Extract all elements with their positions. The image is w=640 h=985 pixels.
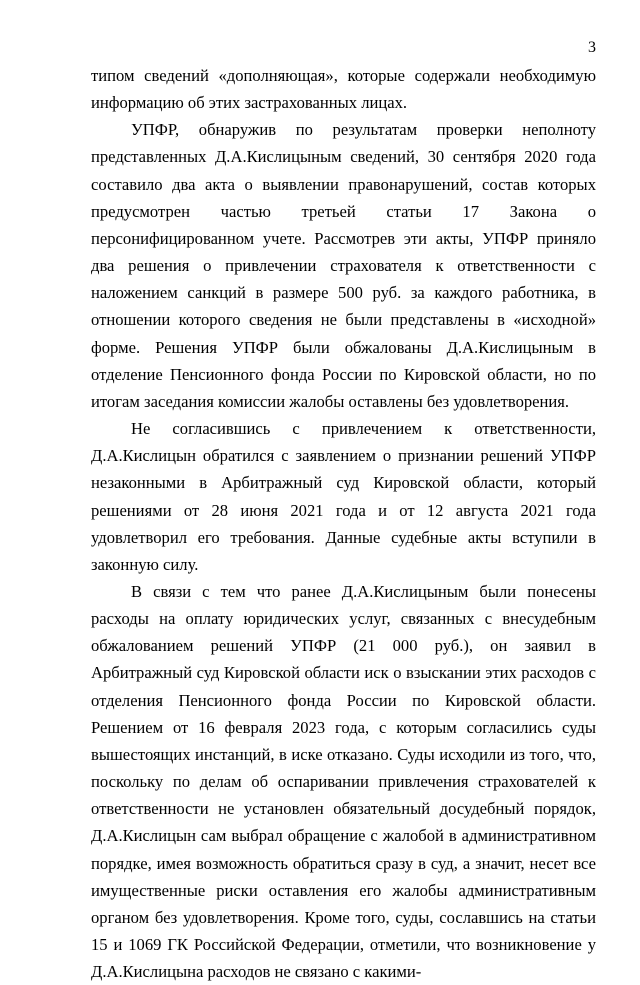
document-body — [91, 62, 596, 985]
paragraph-expenses-claim: В связи с тем что ранее Д.А.Кислицыным были понесены расходы на оплату юридических услуг, связанных с внесудебным обжалованием решений УПФР (21 000 руб.), он заявил в Арбитражный суд Кировской области иск о взыскании этих расходов с отделения Пенсионного фонда России по Кировской области. Решением от 16 февраля 2023 года, с которым согласились суды вышестоящих инстанций, в иске отказано. Суды исходили из того, что, поскольку по делам об оспаривании привлечения страхователей к ответственности не установлен обязательный досудебный порядок, Д.А.Кислицын сам выбрал обращение с жалобой в административном порядке, имея возможность обратиться сразу в суд, а значит, несет все имущественные риски оставления его жалобы административным органом без удовлетворения. Кроме того, суды, сославшись на статьи 15 и 1069 ГК Российской Федерации, отметили, что возникновение у Д.А.Кислицына расходов не связано с какими- — [91, 581, 596, 982]
paragraph-upfr-inspection: УПФР, обнаружив по результатам проверки неполноту представленных Д.А.Кислицыным сведений, 30 сентября 2020 года составило два акта о выявлении правонарушений, состав которых предусмотрен частью третьей статьи 17 Закона о персонифицированном учете. Рассмотрев эти акты, УПФР приняло два решения о привлечении страхователя к ответственности с наложением санкций в размере 500 руб. за каждого работника, в отношении которого сведения не были представлены в «исходной» форме. Решения УПФР были обжалованы Д.А.Кислицыным в отделение Пенсионного фонда России по Кировской области, но по итогам заседания комиссии жалобы оставлены без удовлетворения. — [91, 120, 596, 411]
page-number: 3 — [588, 39, 596, 56]
paragraph-court-appeal: Не согласившись с привлечением к ответственности, Д.А.Кислицын обратился с заявлением о признании решений УПФР незаконными в Арбитражный суд Кировской области, который решениями от 28 июня 2021 года и от 12 августа 2021 года удовлетворил его требования. Данные судебные акты вступили в законную силу. — [91, 419, 596, 574]
paragraph-continuation: типом сведений «дополняющая», которые содержали необходимую информацию об этих застрахованных лицах. — [91, 66, 596, 113]
